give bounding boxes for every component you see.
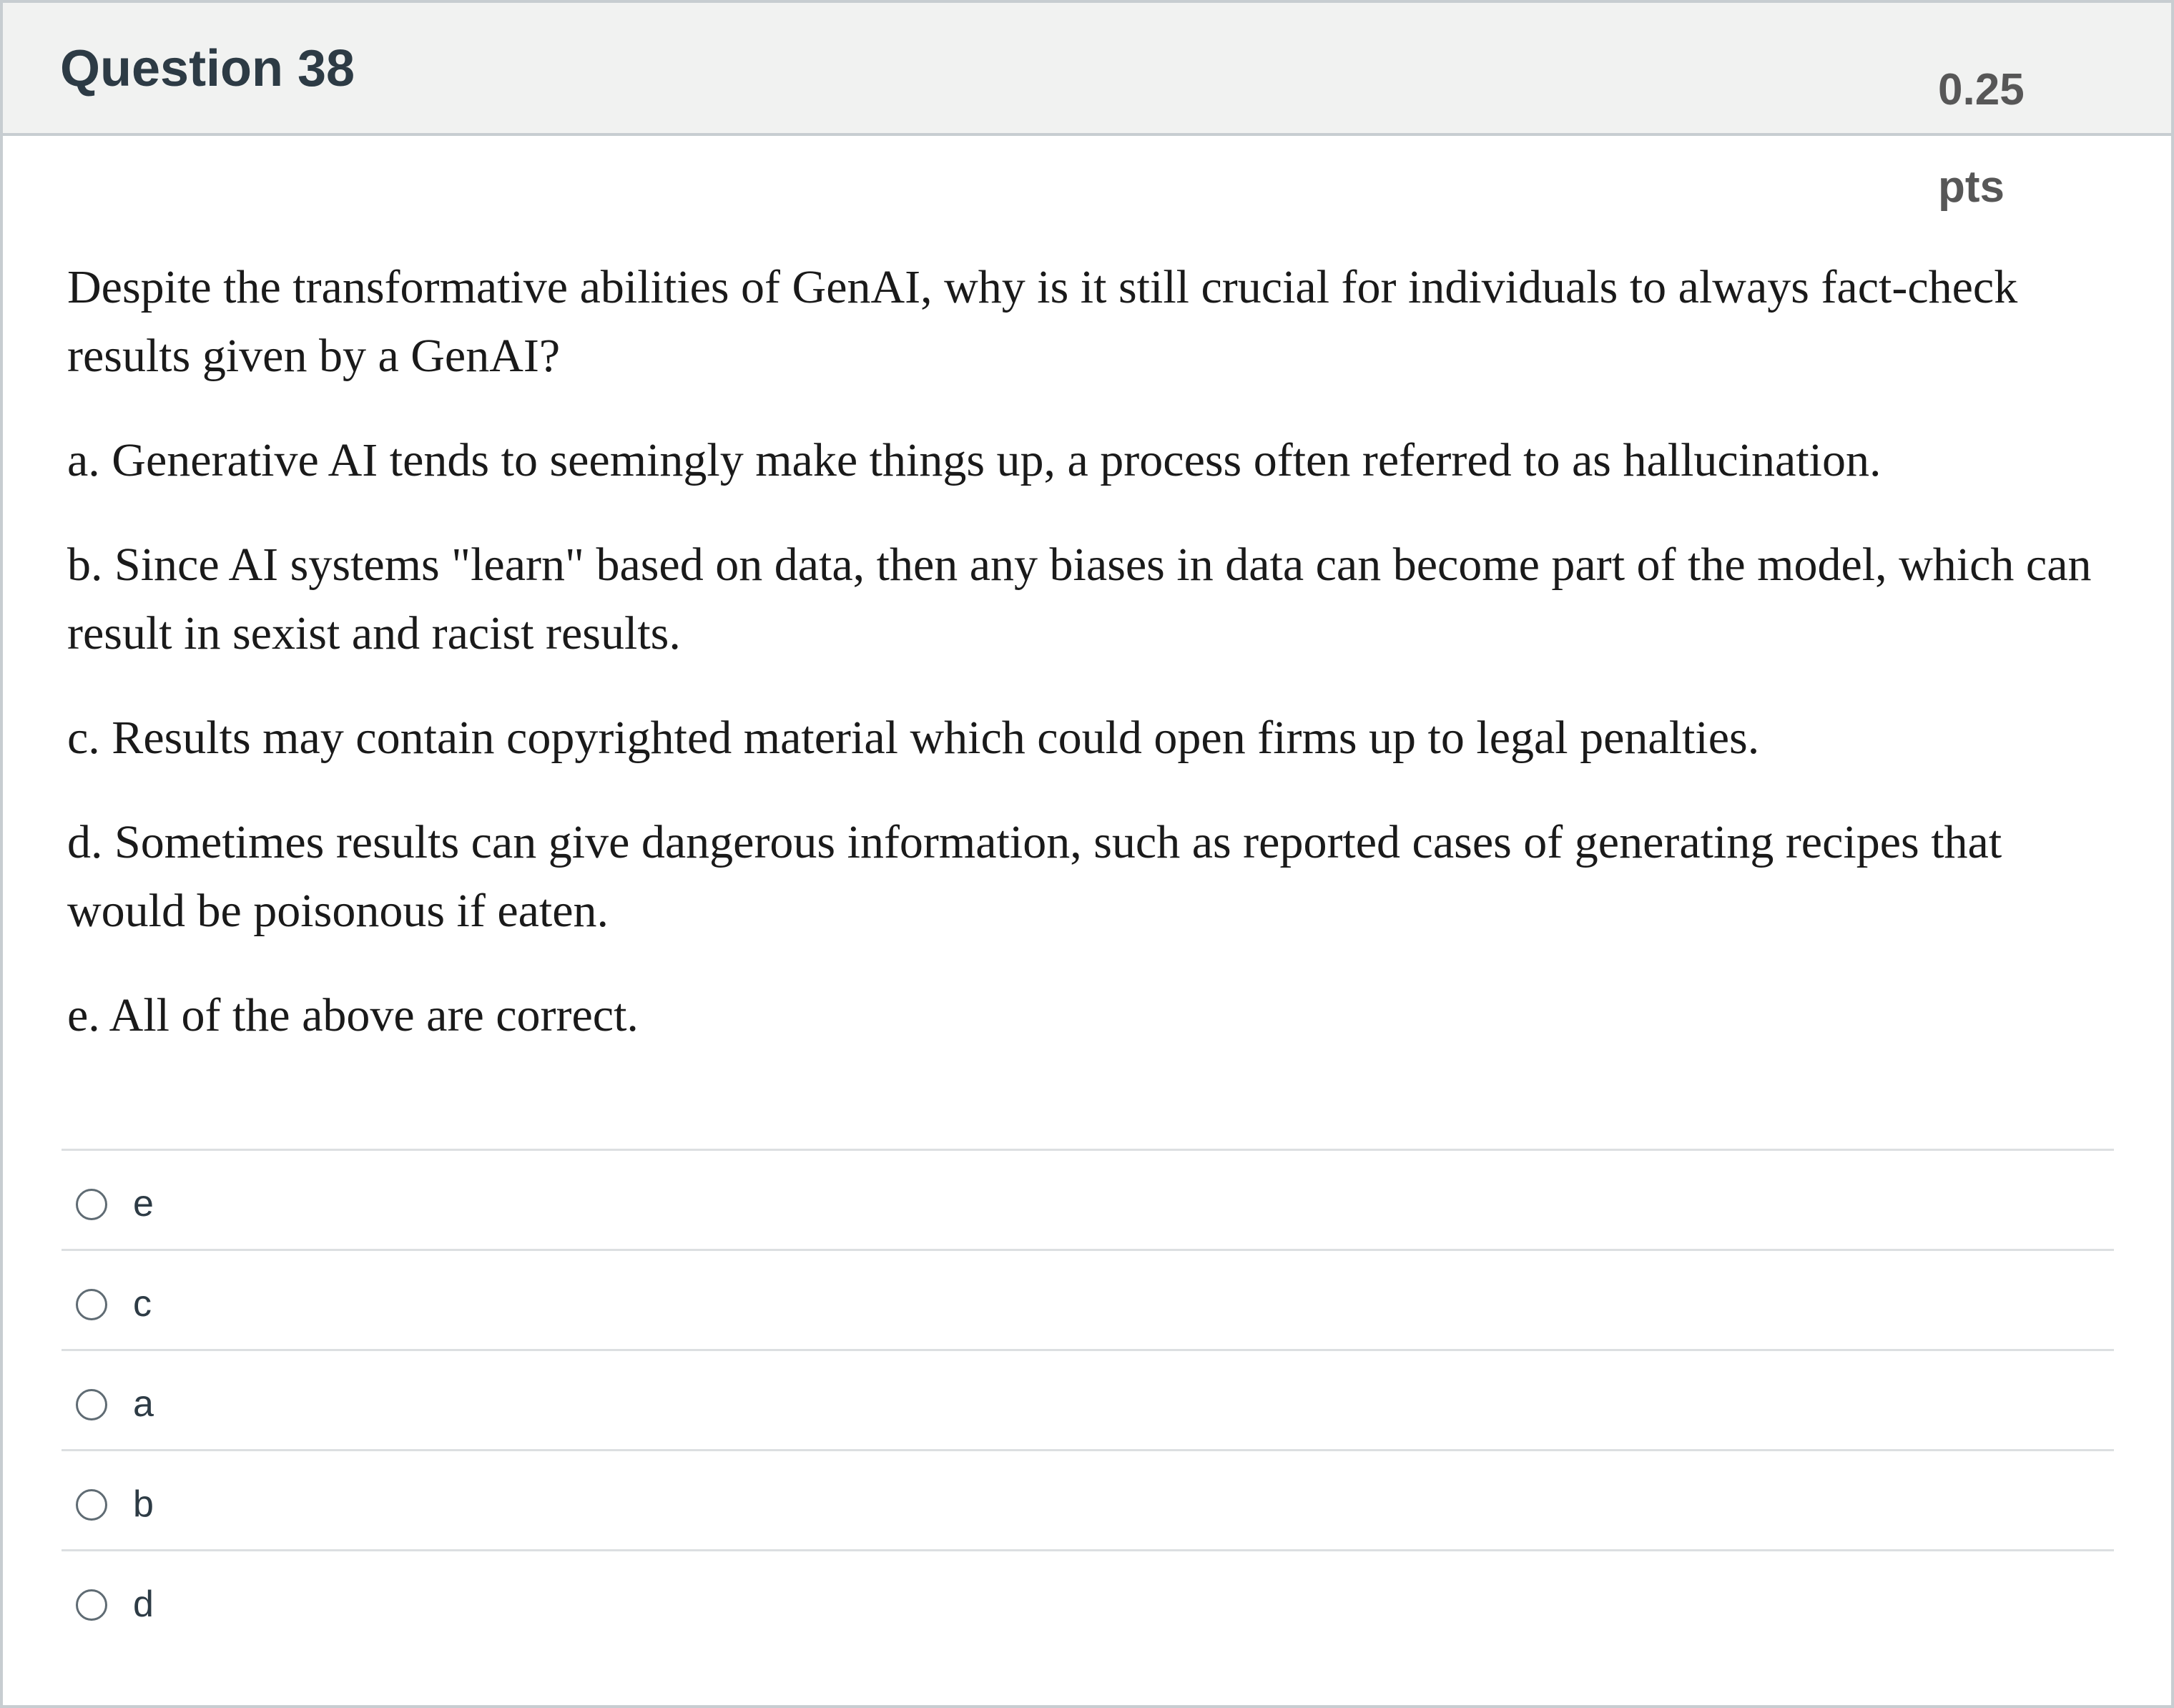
- statement-d: d. Sometimes results can give dangerous information, such as reported cases of generating recipes that would be poisonous if eaten.: [67, 816, 2002, 937]
- statement-a: a. Generative AI tends to seemingly make things up, a process often referred to as hallucination.: [67, 434, 1882, 486]
- statement-b: b. Since AI systems "learn" based on data, then any biases in data can become part of the model, which can result in sexist and racist results.: [67, 539, 2092, 659]
- answer-option-c[interactable]: [62, 1251, 2114, 1351]
- answer-label[interactable]: a: [133, 1383, 154, 1425]
- answer-option-d[interactable]: [62, 1551, 2114, 1649]
- question-prompt: Despite the transformative abilities of GenAI, why is it still crucial for individuals to always fact-check results given by a GenAI?: [67, 261, 2018, 382]
- answer-label[interactable]: c: [133, 1283, 152, 1325]
- answer-option-b[interactable]: [62, 1451, 2114, 1551]
- statement-e: e. All of the above are correct.: [67, 989, 639, 1041]
- answer-list: [62, 1149, 2114, 1649]
- question-header: [3, 3, 2171, 212]
- question-points: 0.25 pts: [1938, 65, 2025, 212]
- statement-c: c. Results may contain copyrighted material which could open firms up to legal penalties.: [67, 712, 1760, 764]
- answer-label[interactable]: d: [133, 1584, 154, 1625]
- question-text: [67, 253, 2120, 1086]
- radio-button[interactable]: [76, 1289, 107, 1320]
- radio-button[interactable]: [76, 1189, 107, 1220]
- answer-label[interactable]: e: [133, 1183, 154, 1224]
- radio-button[interactable]: [76, 1389, 107, 1420]
- answer-label[interactable]: b: [133, 1483, 154, 1525]
- answer-option-a[interactable]: [62, 1351, 2114, 1451]
- radio-button[interactable]: [76, 1589, 107, 1621]
- answer-option-e[interactable]: [62, 1151, 2114, 1251]
- question-title: Question 38: [60, 40, 355, 97]
- radio-button[interactable]: [76, 1489, 107, 1521]
